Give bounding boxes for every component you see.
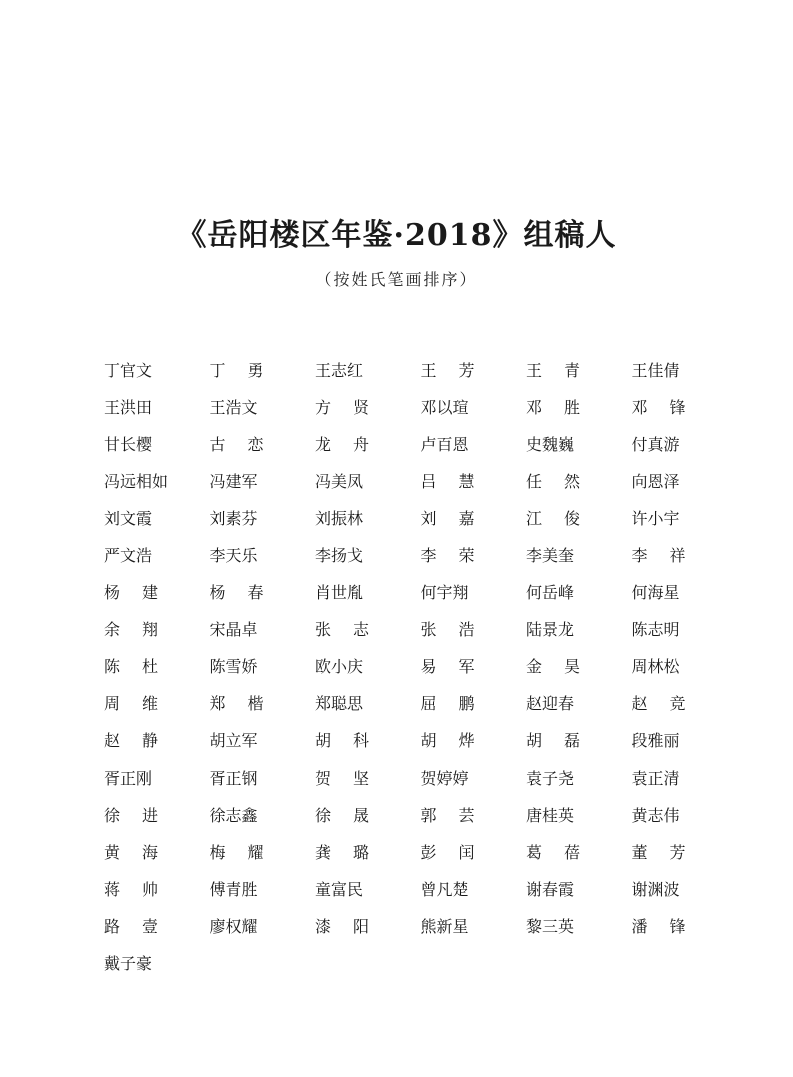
contributor-name: 廖权耀	[209, 916, 258, 936]
contributor-name: 胡 磊	[526, 731, 580, 751]
contributor-name: 屈 鹏	[420, 694, 475, 714]
contributor-name: 邓 胜	[526, 397, 580, 417]
contributor-name: 龚 璐	[315, 842, 369, 862]
contributor-name: 宋晶卓	[209, 620, 258, 640]
contributor-name: 贺 坚	[315, 768, 369, 788]
contributor-name: 陈 杜	[104, 657, 158, 677]
contributor-name: 杨 建	[104, 583, 158, 603]
contributor-name: 丁官文	[104, 360, 153, 380]
contributor-name: 段雅丽	[631, 731, 680, 751]
contributor-name: 谢渊波	[631, 879, 680, 899]
contributor-list	[104, 352, 744, 983]
page-title: 《岳阳楼区年鉴·2018》组稿人	[176, 218, 617, 253]
contributor-name: 张 志	[315, 620, 369, 640]
contributor-name: 戴子豪	[104, 954, 153, 974]
contributor-name: 葛 蓓	[526, 842, 580, 862]
contributor-name: 吕 慧	[420, 471, 475, 491]
contributor-name: 王 芳	[420, 360, 475, 380]
contributor-name: 赵 竞	[631, 694, 686, 714]
contributor-name: 路 壹	[104, 916, 158, 936]
contributor-name: 卢百恩	[420, 434, 469, 454]
contributor-name: 贺婷婷	[420, 768, 469, 788]
contributor-name: 张 浩	[420, 620, 475, 640]
contributor-name: 彭 闰	[420, 842, 475, 862]
contributor-name: 冯建军	[209, 471, 258, 491]
contributor-name: 余 翔	[104, 620, 158, 640]
contributor-name: 方 贤	[315, 397, 369, 417]
contributor-name: 史魏巍	[526, 434, 575, 454]
contributor-name: 董 芳	[631, 842, 686, 862]
contributor-name: 王志红	[315, 360, 364, 380]
contributor-name: 漆 阳	[315, 916, 369, 936]
contributor-name: 李 荣	[420, 546, 475, 566]
contributor-name: 赵迎春	[526, 694, 575, 714]
contributor-name: 李扬戈	[315, 546, 364, 566]
contributor-name: 王佳倩	[631, 360, 680, 380]
contributor-name: 胡 烨	[420, 731, 475, 751]
contributor-name: 童富民	[315, 879, 364, 899]
contributor-name: 袁子尧	[526, 768, 575, 788]
contributor-name: 冯美凤	[315, 471, 364, 491]
contributor-name: 谢春霞	[526, 879, 575, 899]
contributor-name: 徐志鑫	[209, 805, 258, 825]
contributor-name: 唐桂英	[526, 805, 575, 825]
contributor-name: 刘素芬	[209, 508, 258, 528]
contributor-name: 易 军	[420, 657, 475, 677]
contributor-name: 潘 锋	[631, 916, 686, 936]
contributor-name: 熊新星	[420, 916, 469, 936]
contributor-name: 冯远相如	[104, 471, 169, 491]
contributor-name: 李 祥	[631, 546, 686, 566]
contributor-name: 何岳峰	[526, 583, 575, 603]
contributor-name: 邓 锋	[631, 397, 686, 417]
contributor-name: 郭 芸	[420, 805, 475, 825]
contributor-name: 甘长樱	[104, 434, 153, 454]
contributor-name: 刘文霞	[104, 508, 153, 528]
contributor-name: 李美奎	[526, 546, 575, 566]
contributor-name: 胥正钢	[209, 768, 258, 788]
contributor-name: 刘 嘉	[420, 508, 475, 528]
contributor-name: 欧小庆	[315, 657, 364, 677]
contributor-name: 胥正刚	[104, 768, 153, 788]
contributor-name: 梅 耀	[209, 842, 264, 862]
contributor-name: 任 然	[526, 471, 580, 491]
contributor-name: 严文浩	[104, 546, 153, 566]
contributor-name: 肖世胤	[315, 583, 364, 603]
contributor-name: 杨 春	[209, 583, 264, 603]
contributor-name: 王 青	[526, 360, 580, 380]
contributor-name: 周林松	[631, 657, 680, 677]
contributor-name: 黄志伟	[631, 805, 680, 825]
contributor-name: 江 俊	[526, 508, 580, 528]
contributor-name: 金 昊	[526, 657, 580, 677]
contributor-name: 付真游	[631, 434, 680, 454]
contributor-name: 黄 海	[104, 842, 158, 862]
contributor-name: 许小宇	[631, 508, 680, 528]
contributor-name: 徐 晟	[315, 805, 369, 825]
contributor-name: 周 维	[104, 694, 158, 714]
contributor-name: 刘振林	[315, 508, 364, 528]
contributor-name: 向恩泽	[631, 471, 680, 491]
contributor-name: 龙 舟	[315, 434, 369, 454]
contributor-name: 何海星	[631, 583, 680, 603]
contributor-name: 袁正清	[631, 768, 680, 788]
contributor-name: 蒋 帅	[104, 879, 158, 899]
contributor-name: 胡 科	[315, 731, 369, 751]
contributor-name: 陈雪娇	[209, 657, 258, 677]
contributor-name: 赵 静	[104, 731, 158, 751]
contributor-name: 何宇翔	[420, 583, 469, 603]
contributor-name: 郑聪思	[315, 694, 364, 714]
contributor-name: 李天乐	[209, 546, 258, 566]
contributor-name: 王浩文	[209, 397, 258, 417]
contributor-name: 胡立军	[209, 731, 258, 751]
contributor-name: 黎三英	[526, 916, 575, 936]
contributor-name: 陈志明	[631, 620, 680, 640]
contributor-name: 王洪田	[104, 397, 153, 417]
contributor-name: 丁 勇	[209, 360, 264, 380]
contributor-name: 邓以瑄	[420, 397, 469, 417]
contributor-name: 陆景龙	[526, 620, 575, 640]
contributor-name: 傅青胜	[209, 879, 258, 899]
contributor-name: 郑 楷	[209, 694, 264, 714]
contributor-name: 曾凡楚	[420, 879, 469, 899]
contributor-name: 古 恋	[209, 434, 264, 454]
contributor-name: 徐 进	[104, 805, 158, 825]
page-subtitle: （按姓氏笔画排序）	[315, 270, 478, 289]
